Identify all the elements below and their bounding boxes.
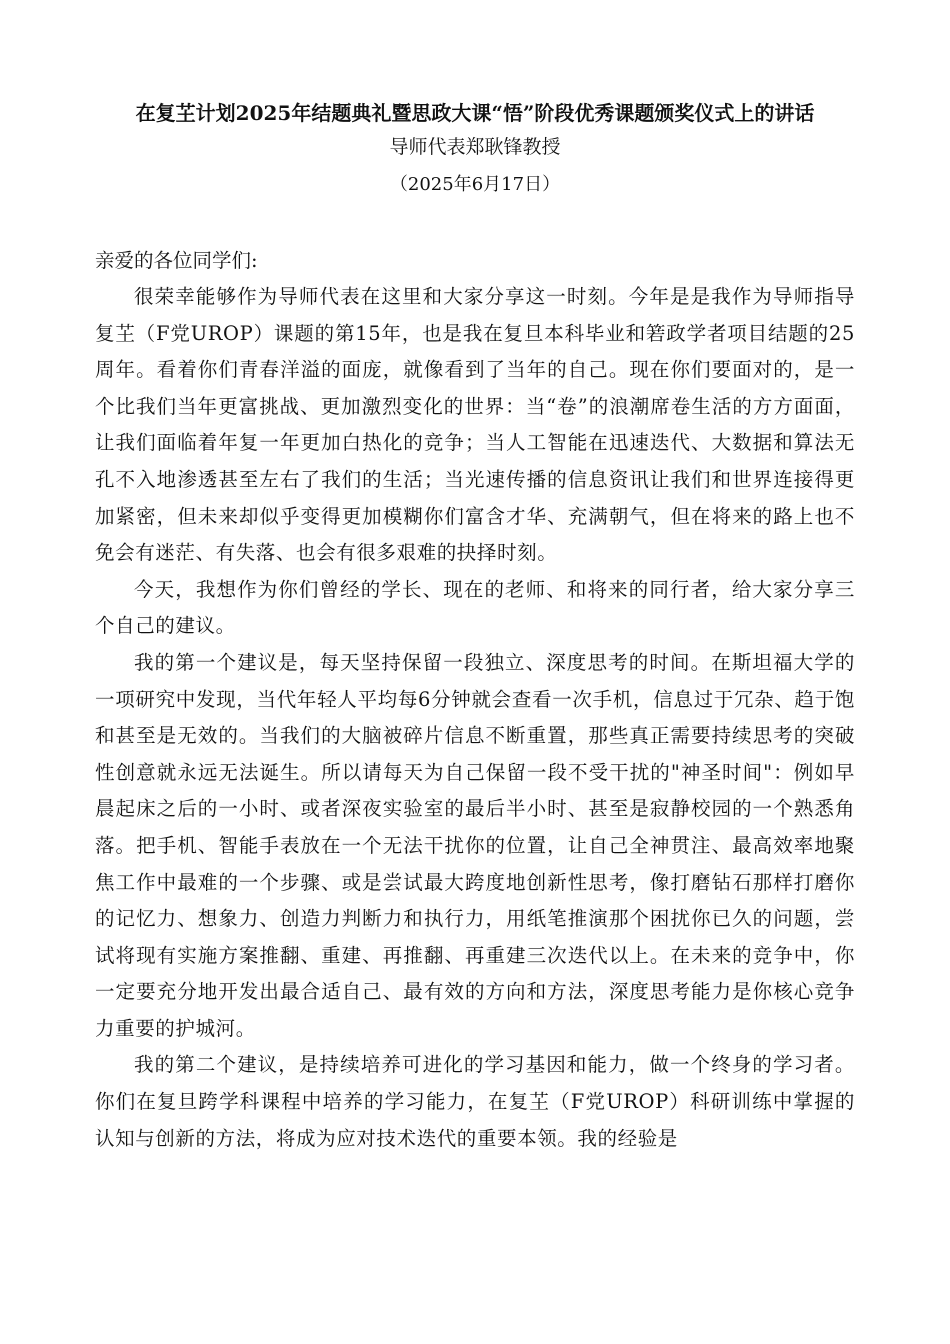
speech-title: 在复芏计划2025年结题典礼暨思政大课“悟”阶段优秀课题颁奖仪式上的讲话	[135, 101, 815, 125]
speech-body	[95, 279, 855, 1157]
speaker-line: 导师代表郑耿锋教授	[389, 136, 561, 158]
paragraph-2: 今天，我想作为你们曾经的学长、现在的老师、和将来的同行者，给大家分享三个自己的建议。	[95, 577, 855, 638]
speech-date: （2025年6月17日）	[389, 174, 561, 195]
paragraph-4: 我的第二个建议，是持续培养可进化的学习基因和能力，做一个终身的学习者。你们在复旦跨学科课程中培养的学习能力，在复芏（F党UROP）科研训练中掌握的认知与创新的方法，将成为应对技术迭代的重要本领。我的经验是	[95, 1053, 855, 1150]
greeting: 亲爱的各位同学们:	[95, 249, 258, 272]
paragraph-3: 我的第一个建议是，每天坚持保留一段独立、深度思考的时间。在斯坦福大学的一项研究中发现，当代年轻人平均每6分钟就会查看一次手机，信息过于冗杂、趋于饱和甚至是无效的。当我们的大脑被碎片信息不断重置，那些真正需要持续思考的突破性创意就永远无法诞生。所以请每天为自己保留一段不受干扰的"神圣时间"：例如早晨起床之后的一小时、或者深夜实验室的最后半小时、甚至是寂静校园的一个熟悉角落。把手机、智能手表放在一个无法干扰你的位置，让自己全神贯注、最高效率地聚焦工作中最难的一个步骤、或是尝试最大跨度地创新性思考，像打磨钻石那样打磨你的记忆力、想象力、创造力判断力和执行力，用纸笔推演那个困扰你已久的问题，尝试将现有实施方案推翻、重建、再推翻、再重建三次迭代以上。在未来的竞争中，你一定要充分地开发出最合适自己、最有效的方向和方法，深度思考能力是你核心竞争力重要的护城河。	[95, 650, 855, 1040]
paragraph-1: 很荣幸能够作为导师代表在这里和大家分享这一时刻。今年是是我作为导师指导复芏（F党UROP）课题的第15年，也是我在复旦本科毕业和箬政学者项目结题的25周年。看着你们青春洋溢的面庞，就像看到了当年的自己。现在你们要面对的，是一个比我们当年更富挑战、更加激烈变化的世界：当“卷”的浪潮席卷生活的方方面面，让我们面临着年复一年更加白热化的竞争；当人工智能在迅速迭代、大数据和算法无孔不入地渗透甚至左右了我们的生活；当光速传播的信息资讯让我们和世界连接得更加紧密，但未来却似乎变得更加模糊你们富含才华、充满朝气，但在将来的路上也不免会有迷茫、有失落、也会有很多艰难的抉择时刻。	[95, 285, 855, 565]
